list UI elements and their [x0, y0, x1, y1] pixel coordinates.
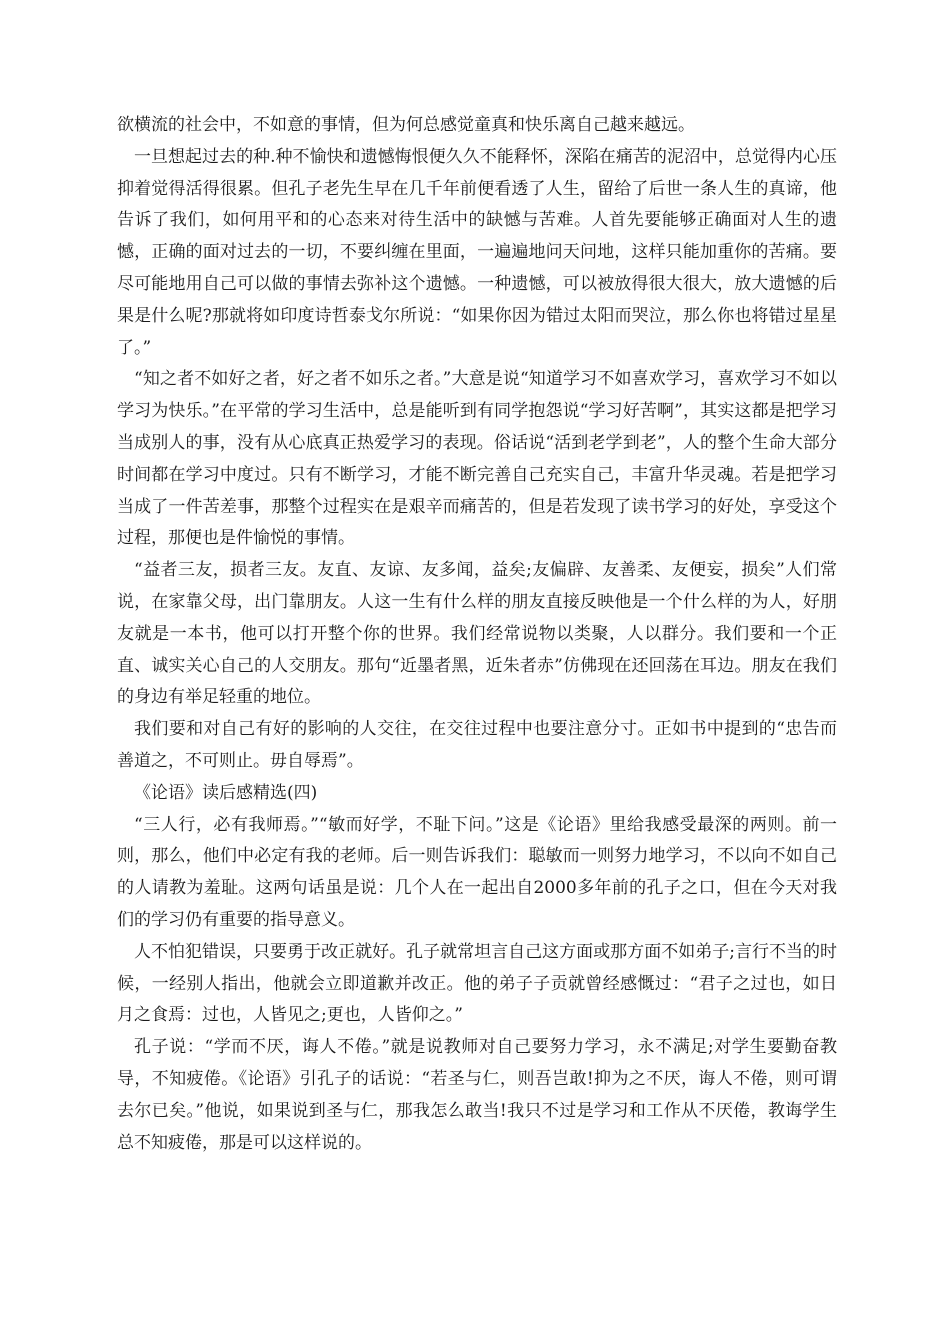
- paragraph-regret: 一旦想起过去的种.种不愉快和遗憾悔恨便久久不能释怀，深陷在痛苦的泥沼中，总觉得内心压抑着觉得活得很累。但孔子老先生早在几千年前便看透了人生，留给了后世一条人生的真谛，他告诉了我们，如何用平和的心态来对待生活中的缺憾与苦难。人首先要能够正确面对人生的遗憾，正确的面对过去的一切，不要纠缠在里面，一遍遍地问天问地，这样只能加重你的苦痛。要尽可能地用自己可以做的事情去弥补这个遗憾。一种遗憾，可以被放得很大很大，放大遗憾的后果是什么呢?那就将如印度诗哲泰戈尔所说：“如果你因为错过太阳而哭泣，那么你也将错过星星了。”: [117, 146, 837, 358]
- paragraph-friends: “益者三友，损者三友。友直、友谅、友多闻，益矣;友偏辟、友善柔、友便妄，损矣”人们常说，在家靠父母，出门靠朋友。人这一生有什么样的朋友直接反映他是一个什么样的为人，好朋友就是一本书，他可以打开整个你的世界。我们经常说物以类聚，人以群分。我们要和一个正直、诚实关心自己的人交朋友。那句“近墨者黑，近朱者赤”仿佛现在还回荡在耳边。朋友在我们的身边有举足轻重的地位。: [117, 560, 837, 708]
- paragraph-learning-joy: “知之者不如好之者，好之者不如乐之者。”大意是说“知道学习不如喜欢学习，喜欢学习不如以学习为快乐。”在平常的学习生活中，总是能听到有同学抱怨说“学习好苦啊”，其实这都是把学习当成别人的事，没有从心底真正热爱学习的表现。俗话说“活到老学到老”，人的整个生命大部分时间都在学习中度过。只有不断学习，才能不断完善自己充实自己，丰富升华灵魂。若是把学习当成了一件苦差事，那整个过程实在是艰辛而痛苦的，但是若发现了读书学习的好处，享受这个过程，那便也是件愉悦的事情。: [117, 369, 837, 549]
- paragraph-continuation: 欲横流的社会中，不如意的事情，但为何总感觉童真和快乐离自己越来越远。: [117, 115, 695, 135]
- paragraph-friend-conduct: 我们要和对自己有好的影响的人交往，在交往过程中也要注意分寸。正如书中提到的“忠告而善道之，不可则止。毋自辱焉”。: [117, 719, 837, 771]
- paragraph-tireless-teaching: 孔子说：“学而不厌，诲人不倦。”就是说教师对自己要努力学习，永不满足;对学生要勤奋教导，不知疲倦。《论语》引孔子的话说：“若圣与仁，则吾岂敢!抑为之不厌，诲人不倦，则可谓去尔已矣。”他说，如果说到圣与仁，那我怎么敢当!我只不过是学习和工作从不厌倦，教诲学生总不知疲倦，那是可以这样说的。: [117, 1037, 837, 1153]
- section-heading: 《论语》读后感精选(四): [134, 782, 318, 803]
- document-body: [117, 110, 837, 1159]
- paragraph-three-people: “三人行，必有我师焉。”“敏而好学，不耻下问。”这是《论语》里给我感受最深的两则。前一则，那么，他们中必定有我的老师。后一则告诉我们：聪敏而一则努力地学习，不以向不如自己的人请教为羞耻。这两句话虽是说：几个人在一起出自2000多年前的孔子之口，但在今天对我们的学习仍有重要的指导意义。: [117, 814, 837, 930]
- paragraph-correct-mistakes: 人不怕犯错误，只要勇于改正就好。孔子就常坦言自己这方面或那方面不如弟子;言行不当的时候，一经别人指出，他就会立即道歉并改正。他的弟子子贡就曾经感慨过：“君子之过也，如日月之食焉：过也，人皆见之;更也，人皆仰之。”: [117, 941, 837, 1026]
